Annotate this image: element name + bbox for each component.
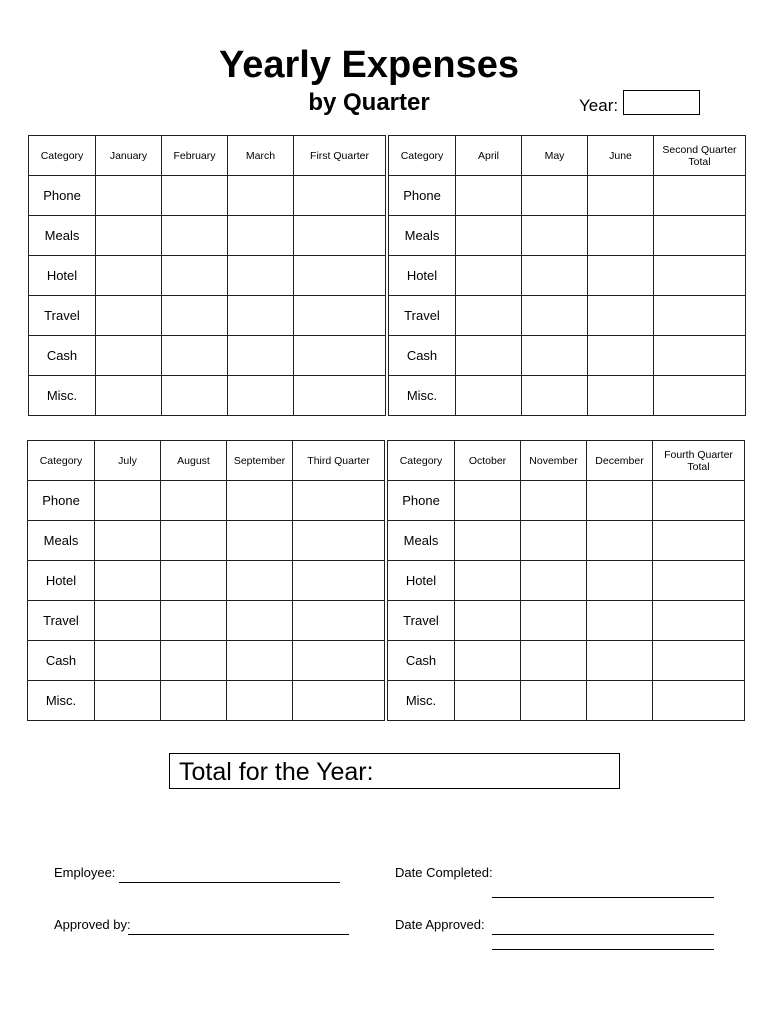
quarter-total-header: First Quarter [294,136,386,176]
table-row [28,521,385,561]
amount-cell[interactable] [588,256,654,296]
table-row [28,681,385,721]
quarter-3-table [27,440,385,721]
month-header: May [522,136,588,176]
quarter-2-table [388,135,746,416]
amount-cell[interactable] [588,336,654,376]
table-row [388,601,745,641]
quarter-header-row [389,136,746,176]
amount-cell[interactable] [455,481,521,521]
amount-cell[interactable] [162,256,228,296]
category-header: Category [389,136,456,176]
amount-cell[interactable] [96,256,162,296]
quarter-total-cell[interactable] [653,481,745,521]
category-cell: Cash [28,641,95,681]
total-for-year-field[interactable] [169,753,620,789]
amount-cell[interactable] [227,641,293,681]
quarter-total-cell[interactable] [293,601,385,641]
amount-cell[interactable] [228,336,294,376]
amount-cell[interactable] [588,176,654,216]
amount-cell[interactable] [95,601,161,641]
amount-cell[interactable] [456,256,522,296]
amount-cell[interactable] [228,376,294,416]
month-header: October [455,441,521,481]
employee-label: Employee: [54,865,116,880]
amount-cell[interactable] [162,176,228,216]
amount-cell[interactable] [96,216,162,256]
quarter-total-header: Third Quarter [293,441,385,481]
table-row [389,216,746,256]
amount-cell[interactable] [227,681,293,721]
quarter-header-row [28,441,385,481]
amount-cell[interactable] [455,641,521,681]
date-approved-label: Date Approved: [395,917,485,932]
category-cell: Phone [28,481,95,521]
amount-cell[interactable] [587,521,653,561]
category-cell: Travel [29,296,96,336]
month-header: April [456,136,522,176]
month-header: July [95,441,161,481]
category-cell: Misc. [388,681,455,721]
amount-cell[interactable] [161,681,227,721]
quarter-total-cell[interactable] [294,336,386,376]
category-header: Category [29,136,96,176]
quarter-total-cell[interactable] [293,641,385,681]
amount-cell[interactable] [162,336,228,376]
category-cell: Phone [389,176,456,216]
month-header: January [96,136,162,176]
amount-cell[interactable] [588,376,654,416]
amount-cell[interactable] [521,641,587,681]
month-header: September [227,441,293,481]
amount-cell[interactable] [456,336,522,376]
table-row [389,336,746,376]
year-label: Year: [579,96,619,115]
month-header: November [521,441,587,481]
amount-cell[interactable] [587,561,653,601]
amount-cell[interactable] [455,521,521,561]
category-header: Category [388,441,455,481]
page-subtitle: by Quarter [308,89,430,116]
quarter-header-row [29,136,386,176]
quarter-total-cell[interactable] [654,176,746,216]
amount-cell[interactable] [227,521,293,561]
amount-cell[interactable] [522,256,588,296]
category-cell: Misc. [389,376,456,416]
amount-cell[interactable] [522,336,588,376]
page-title: Yearly Expenses [219,44,519,86]
total-for-year-label: Total for the Year: [179,758,374,786]
quarter-total-cell[interactable] [654,256,746,296]
amount-cell[interactable] [95,681,161,721]
amount-cell[interactable] [587,641,653,681]
table-row [29,256,386,296]
date-approved-extra-line[interactable] [492,949,714,950]
table-row [29,296,386,336]
table-row [388,481,745,521]
amount-cell[interactable] [162,376,228,416]
category-cell: Cash [389,336,456,376]
table-row [28,641,385,681]
amount-cell[interactable] [96,376,162,416]
amount-cell[interactable] [161,521,227,561]
amount-cell[interactable] [161,481,227,521]
table-row [29,176,386,216]
amount-cell[interactable] [95,481,161,521]
quarter-total-cell[interactable] [654,376,746,416]
table-row [29,336,386,376]
amount-cell[interactable] [228,216,294,256]
year-input[interactable] [623,90,700,115]
approved-by-label: Approved by: [54,917,131,932]
quarter-total-cell[interactable] [294,296,386,336]
table-row [388,641,745,681]
quarter-total-cell[interactable] [653,681,745,721]
table-row [388,521,745,561]
amount-cell[interactable] [95,641,161,681]
amount-cell[interactable] [162,216,228,256]
quarter-total-cell[interactable] [654,336,746,376]
table-row [389,256,746,296]
amount-cell[interactable] [161,561,227,601]
amount-cell[interactable] [522,216,588,256]
amount-cell[interactable] [522,376,588,416]
month-header: March [228,136,294,176]
amount-cell[interactable] [521,481,587,521]
category-cell: Hotel [28,561,95,601]
table-row [29,216,386,256]
category-cell: Meals [29,216,96,256]
amount-cell[interactable] [161,641,227,681]
category-cell: Cash [29,336,96,376]
amount-cell[interactable] [455,561,521,601]
quarter-total-cell[interactable] [653,641,745,681]
amount-cell[interactable] [96,296,162,336]
amount-cell[interactable] [95,561,161,601]
amount-cell[interactable] [588,216,654,256]
table-row [388,561,745,601]
amount-cell[interactable] [95,521,161,561]
quarter-header-row [388,441,745,481]
quarter-total-header: Fourth Quarter Total [653,441,745,481]
amount-cell[interactable] [227,481,293,521]
quarter-4-table [387,440,745,721]
amount-cell[interactable] [587,481,653,521]
quarter-total-cell[interactable] [294,216,386,256]
amount-cell[interactable] [522,296,588,336]
quarter-total-cell[interactable] [294,256,386,296]
amount-cell[interactable] [162,296,228,336]
amount-cell[interactable] [587,681,653,721]
quarter-total-cell[interactable] [653,521,745,561]
table-row [28,561,385,601]
table-row [29,376,386,416]
category-cell: Hotel [389,256,456,296]
quarter-total-header: Second Quarter Total [654,136,746,176]
category-header: Category [28,441,95,481]
table-row [389,176,746,216]
amount-cell[interactable] [456,176,522,216]
category-cell: Hotel [29,256,96,296]
category-cell: Travel [28,601,95,641]
quarter-total-cell[interactable] [294,376,386,416]
amount-cell[interactable] [522,176,588,216]
table-row [389,376,746,416]
amount-cell[interactable] [455,601,521,641]
approved-by-signature-line[interactable] [128,934,349,935]
category-cell: Travel [389,296,456,336]
category-cell: Phone [388,481,455,521]
category-cell: Phone [29,176,96,216]
month-header: February [162,136,228,176]
date-completed-label: Date Completed: [395,865,493,880]
category-cell: Hotel [388,561,455,601]
quarter-total-cell[interactable] [654,216,746,256]
amount-cell[interactable] [228,256,294,296]
quarter-total-cell[interactable] [654,296,746,336]
employee-signature-line[interactable] [119,882,340,883]
amount-cell[interactable] [228,176,294,216]
amount-cell[interactable] [521,601,587,641]
quarter-total-cell[interactable] [293,481,385,521]
amount-cell[interactable] [521,561,587,601]
amount-cell[interactable] [456,216,522,256]
category-cell: Meals [389,216,456,256]
category-cell: Meals [28,521,95,561]
quarter-total-cell[interactable] [293,521,385,561]
category-cell: Misc. [29,376,96,416]
category-cell: Cash [388,641,455,681]
date-completed-line[interactable] [492,897,714,898]
quarter-total-cell[interactable] [293,681,385,721]
month-header: August [161,441,227,481]
amount-cell[interactable] [587,601,653,641]
category-cell: Meals [388,521,455,561]
amount-cell[interactable] [227,561,293,601]
quarter-1-table [28,135,386,416]
amount-cell[interactable] [96,336,162,376]
amount-cell[interactable] [227,601,293,641]
table-row [388,681,745,721]
amount-cell[interactable] [521,681,587,721]
category-cell: Travel [388,601,455,641]
table-row [389,296,746,336]
month-header: December [587,441,653,481]
amount-cell[interactable] [228,296,294,336]
amount-cell[interactable] [521,521,587,561]
amount-cell[interactable] [96,176,162,216]
amount-cell[interactable] [588,296,654,336]
quarter-total-cell[interactable] [294,176,386,216]
amount-cell[interactable] [455,681,521,721]
table-row [28,601,385,641]
quarter-total-cell[interactable] [653,601,745,641]
category-cell: Misc. [28,681,95,721]
date-approved-line[interactable] [492,934,714,935]
table-row [28,481,385,521]
amount-cell[interactable] [456,376,522,416]
amount-cell[interactable] [456,296,522,336]
month-header: June [588,136,654,176]
quarter-total-cell[interactable] [293,561,385,601]
quarter-total-cell[interactable] [653,561,745,601]
amount-cell[interactable] [161,601,227,641]
